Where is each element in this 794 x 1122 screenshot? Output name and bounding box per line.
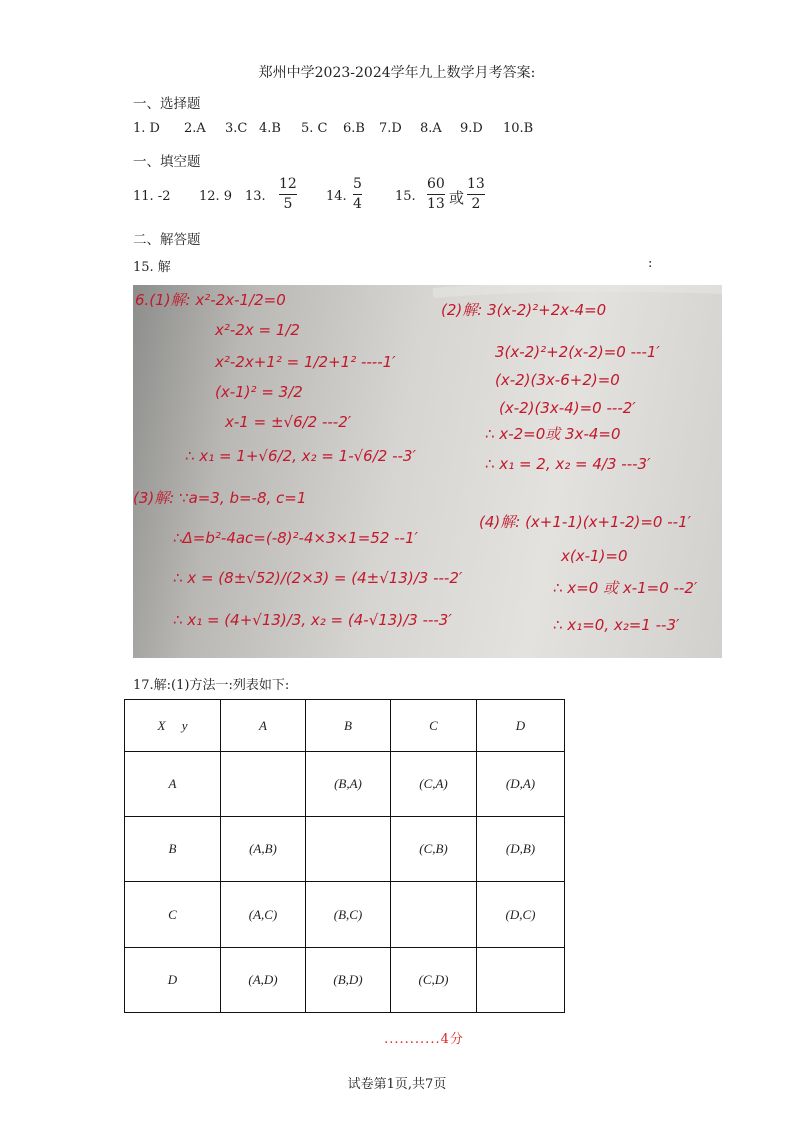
hw-p1-line: 6.(1)解: x²-2x-1/2=0 [135, 291, 286, 309]
hw-p2-line: (x-2)(3x-6+2)=0 [495, 371, 620, 389]
corner-y-label: y [181, 717, 188, 733]
hw-p2-line: ∴ x₁ = 2, x₂ = 4/3 ---3′ [485, 455, 651, 473]
table-header-row [125, 700, 565, 752]
table-cell: (C,B) [391, 817, 477, 882]
handwritten-solution-photo [133, 285, 722, 658]
numerator: 60 [427, 176, 445, 192]
corner-x-label: X [157, 717, 166, 733]
fill-answer-12: 12. 9 [199, 189, 233, 204]
denominator: 2 [471, 196, 481, 212]
handwriting-svg [133, 285, 722, 658]
fill-answer-15-label: 15. [395, 189, 416, 204]
table-cell: (B,D) [306, 948, 391, 1013]
table-cell: (D,C) [477, 882, 565, 948]
hw-p1-line: x²-2x = 1/2 [215, 321, 300, 339]
table-row [125, 882, 565, 948]
numerator: 5 [353, 176, 362, 192]
question-15-colon: : [648, 256, 653, 271]
hw-p4-line: ∴ x₁=0, x₂=1 --3′ [553, 616, 680, 634]
row-header: A [125, 752, 221, 817]
choice-answer: 6.B [343, 121, 365, 136]
table-cell: (C,A) [391, 752, 477, 817]
page-footer: 试卷第1页,共7页 [347, 1077, 447, 1092]
table-corner-cell [125, 700, 221, 752]
choice-answer: 5. C [301, 121, 328, 136]
hw-p4-line: ∴ x=0 或 x-1=0 --2′ [553, 579, 698, 597]
choice-answer: 10.B [503, 121, 534, 136]
fill-answers-row [133, 176, 553, 218]
table-cell: (C,D) [391, 948, 477, 1013]
outcome-table [124, 699, 565, 1013]
row-header: C [125, 882, 221, 948]
choice-answer: 8.A [420, 121, 442, 136]
document-title: 郑州中学2023-2024学年九上数学月考答案: [258, 65, 536, 81]
choice-answer: 9.D [460, 121, 483, 136]
table-cell: (D,B) [477, 817, 565, 882]
hw-p3-line: ∴ x = (8±√52)/(2×3) = (4±√13)/3 ---2′ [173, 569, 463, 587]
hw-p1-line: x-1 = ±√6/2 ---2′ [225, 413, 352, 431]
table-cell [306, 817, 391, 882]
score-note: ...........4分 [384, 1032, 464, 1047]
table-cell [221, 752, 306, 817]
table-cell [391, 882, 477, 948]
table-row [125, 948, 565, 1013]
choice-answer: 2.A [184, 121, 206, 136]
hw-p3-line: ∴ x₁ = (4+√13)/3, x₂ = (4-√13)/3 ---3′ [173, 611, 452, 629]
table-cell: (A,B) [221, 817, 306, 882]
table-cell: (A,D) [221, 948, 306, 1013]
choice-answers-row [133, 121, 553, 139]
hw-p2-line: ∴ x-2=0或 3x-4=0 [485, 425, 621, 443]
table-row [125, 817, 565, 882]
question-15-heading: 15. 解 [133, 260, 171, 275]
fraction-14 [353, 176, 362, 213]
fraction-15a [427, 176, 445, 213]
choice-answer: 3.C [225, 121, 248, 136]
column-header: D [477, 700, 565, 752]
or-word: 或 [449, 189, 465, 207]
denominator: 5 [283, 196, 293, 212]
hw-p4-line: x(x-1)=0 [561, 547, 628, 565]
section-heading-choice: 一、选择题 [133, 96, 201, 112]
hw-p4-line: (4)解: (x+1-1)(x+1-2)=0 --1′ [479, 513, 692, 531]
question-17-heading: 17.解:(1)方法一:列表如下: [133, 678, 290, 693]
fill-answer-14-label: 14. [326, 189, 347, 204]
hw-p3-line: ∴Δ=b²-4ac=(-8)²-4×3×1=52 --1′ [173, 529, 418, 547]
hw-p2-line: (2)解: 3(x-2)²+2x-4=0 [441, 301, 607, 319]
choice-answer: 4.B [259, 121, 281, 136]
table-cell: (B,C) [306, 882, 391, 948]
column-header: C [391, 700, 477, 752]
table-cell: (B,A) [306, 752, 391, 817]
section-heading-solve: 二、解答题 [133, 232, 201, 248]
hw-p1-line: x²-2x+1² = 1/2+1² ----1′ [215, 353, 396, 371]
column-header: A [221, 700, 306, 752]
hw-p2-line: (x-2)(3x-4)=0 ---2′ [499, 399, 636, 417]
denominator: 4 [353, 196, 362, 212]
column-header: B [306, 700, 391, 752]
row-header: B [125, 817, 221, 882]
hw-p3-line: (3)解: ∵a=3, b=-8, c=1 [133, 489, 307, 507]
numerator: 13 [467, 176, 485, 192]
denominator: 13 [427, 196, 445, 212]
choice-answer: 1. D [133, 121, 160, 136]
table-cell [477, 948, 565, 1013]
table-cell: (A,C) [221, 882, 306, 948]
table-cell: (D,A) [477, 752, 565, 817]
fraction-15b [467, 176, 485, 213]
hw-p1-line: ∴ x₁ = 1+√6/2, x₂ = 1-√6/2 --3′ [185, 447, 416, 465]
table-row [125, 752, 565, 817]
hw-p1-line: (x-1)² = 3/2 [215, 383, 303, 401]
fill-answer-11: 11. -2 [133, 189, 171, 204]
numerator: 12 [279, 176, 297, 192]
choice-answer: 7.D [379, 121, 402, 136]
fill-answer-13-label: 13. [245, 189, 266, 204]
fraction-13 [279, 176, 297, 213]
section-heading-fill: 一、填空题 [133, 154, 201, 170]
row-header: D [125, 948, 221, 1013]
hw-p2-line: 3(x-2)²+2(x-2)=0 ---1′ [495, 343, 660, 361]
